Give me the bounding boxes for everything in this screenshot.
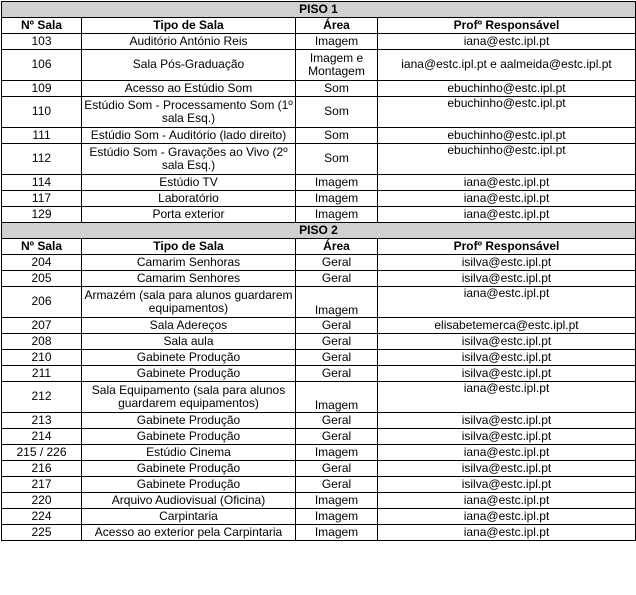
cell-area: Imagem <box>296 525 378 541</box>
cell-sala: 225 <box>2 525 82 541</box>
cell-sala: 106 <box>2 50 82 81</box>
cell-prof: iana@estc.ipl.pt <box>378 287 636 318</box>
cell-sala: 213 <box>2 413 82 429</box>
table-row <box>2 318 636 334</box>
cell-area: Som <box>296 128 378 144</box>
cell-tipo: Sala Adereços <box>82 318 296 334</box>
cell-sala: 111 <box>2 128 82 144</box>
cell-prof: iana@estc.ipl.pt <box>378 493 636 509</box>
cell-tipo: Sala Equipamento (sala para alunos guardarem equipamentos) <box>82 382 296 413</box>
cell-sala: 117 <box>2 191 82 207</box>
cell-tipo: Acesso ao exterior pela Carpintaria <box>82 525 296 541</box>
cell-area: Geral <box>296 255 378 271</box>
column-header-row <box>2 239 636 255</box>
cell-sala: 215 / 226 <box>2 445 82 461</box>
cell-tipo: Gabinete Produção <box>82 350 296 366</box>
cell-prof: isilva@estc.ipl.pt <box>378 350 636 366</box>
table-row <box>2 334 636 350</box>
table-row <box>2 413 636 429</box>
cell-tipo: Laboratório <box>82 191 296 207</box>
table-row <box>2 271 636 287</box>
cell-tipo: Gabinete Produção <box>82 461 296 477</box>
cell-prof: elisabetemerca@estc.ipl.pt <box>378 318 636 334</box>
col-header-sala: Nº Sala <box>2 18 82 34</box>
cell-sala: 211 <box>2 366 82 382</box>
cell-tipo: Camarim Senhores <box>82 271 296 287</box>
cell-area: Imagem <box>296 493 378 509</box>
col-header-area: Área <box>296 18 378 34</box>
cell-area: Imagem <box>296 34 378 50</box>
table-row <box>2 97 636 128</box>
cell-area: Imagem <box>296 382 378 413</box>
cell-prof: isilva@estc.ipl.pt <box>378 334 636 350</box>
col-header-area: Área <box>296 239 378 255</box>
cell-area: Imagem <box>296 191 378 207</box>
cell-sala: 207 <box>2 318 82 334</box>
cell-tipo: Carpintaria <box>82 509 296 525</box>
cell-sala: 112 <box>2 144 82 175</box>
cell-sala: 214 <box>2 429 82 445</box>
cell-tipo: Porta exterior <box>82 207 296 223</box>
cell-tipo: Gabinete Produção <box>82 429 296 445</box>
table-row <box>2 366 636 382</box>
cell-tipo: Sala aula <box>82 334 296 350</box>
cell-tipo: Gabinete Produção <box>82 366 296 382</box>
cell-sala: 210 <box>2 350 82 366</box>
cell-area: Geral <box>296 366 378 382</box>
table-row <box>2 525 636 541</box>
cell-area: Imagem e Montagem <box>296 50 378 81</box>
cell-area: Som <box>296 81 378 97</box>
cell-area: Imagem <box>296 207 378 223</box>
cell-sala: 217 <box>2 477 82 493</box>
cell-prof: iana@estc.ipl.pt <box>378 175 636 191</box>
cell-sala: 220 <box>2 493 82 509</box>
table-row <box>2 493 636 509</box>
table-row <box>2 34 636 50</box>
col-header-tipo: Tipo de Sala <box>82 239 296 255</box>
cell-area: Geral <box>296 334 378 350</box>
floor-header-piso1 <box>2 2 636 18</box>
col-header-sala: Nº Sala <box>2 239 82 255</box>
cell-tipo: Arquivo Audiovisual (Oficina) <box>82 493 296 509</box>
col-header-prof: Profº Responsável <box>378 18 636 34</box>
cell-prof: isilva@estc.ipl.pt <box>378 413 636 429</box>
cell-prof: ebuchinho@estc.ipl.pt <box>378 144 636 175</box>
cell-tipo: Estúdio Som - Auditório (lado direito) <box>82 128 296 144</box>
cell-prof: ebuchinho@estc.ipl.pt <box>378 97 636 128</box>
cell-prof: isilva@estc.ipl.pt <box>378 366 636 382</box>
cell-area: Som <box>296 97 378 128</box>
cell-prof: iana@estc.ipl.pt e aalmeida@estc.ipl.pt <box>378 50 636 81</box>
table-row <box>2 255 636 271</box>
cell-prof: ebuchinho@estc.ipl.pt <box>378 128 636 144</box>
table-row <box>2 175 636 191</box>
cell-sala: 216 <box>2 461 82 477</box>
cell-prof: iana@estc.ipl.pt <box>378 382 636 413</box>
table-row <box>2 445 636 461</box>
cell-area: Imagem <box>296 175 378 191</box>
cell-tipo: Estúdio Cinema <box>82 445 296 461</box>
cell-prof: iana@estc.ipl.pt <box>378 525 636 541</box>
cell-sala: 206 <box>2 287 82 318</box>
cell-area: Imagem <box>296 509 378 525</box>
table-row <box>2 50 636 81</box>
col-header-tipo: Tipo de Sala <box>82 18 296 34</box>
cell-tipo: Estúdio Som - Gravações ao Vivo (2º sala Esq.) <box>82 144 296 175</box>
cell-sala: 224 <box>2 509 82 525</box>
table-row <box>2 81 636 97</box>
table-row <box>2 287 636 318</box>
cell-tipo: Estúdio Som - Processamento Som (1º sala Esq.) <box>82 97 296 128</box>
cell-sala: 208 <box>2 334 82 350</box>
cell-prof: iana@estc.ipl.pt <box>378 445 636 461</box>
cell-sala: 129 <box>2 207 82 223</box>
rooms-table <box>1 1 636 541</box>
column-header-row <box>2 18 636 34</box>
cell-tipo: Camarim Senhoras <box>82 255 296 271</box>
cell-prof: iana@estc.ipl.pt <box>378 509 636 525</box>
table-row <box>2 128 636 144</box>
table-row <box>2 429 636 445</box>
cell-area: Geral <box>296 271 378 287</box>
cell-prof: isilva@estc.ipl.pt <box>378 461 636 477</box>
cell-area: Geral <box>296 477 378 493</box>
table-row <box>2 144 636 175</box>
cell-prof: ebuchinho@estc.ipl.pt <box>378 81 636 97</box>
cell-sala: 114 <box>2 175 82 191</box>
cell-area: Som <box>296 144 378 175</box>
table-row <box>2 509 636 525</box>
cell-tipo: Estúdio TV <box>82 175 296 191</box>
cell-prof: iana@estc.ipl.pt <box>378 191 636 207</box>
cell-tipo: Gabinete Produção <box>82 477 296 493</box>
cell-sala: 204 <box>2 255 82 271</box>
table-row <box>2 191 636 207</box>
cell-tipo: Armazém (sala para alunos guardarem equipamentos) <box>82 287 296 318</box>
cell-sala: 110 <box>2 97 82 128</box>
cell-sala: 109 <box>2 81 82 97</box>
cell-area: Geral <box>296 318 378 334</box>
cell-prof: isilva@estc.ipl.pt <box>378 477 636 493</box>
cell-sala: 103 <box>2 34 82 50</box>
cell-area: Geral <box>296 461 378 477</box>
floor-title: PISO 2 <box>2 223 636 239</box>
cell-prof: iana@estc.ipl.pt <box>378 207 636 223</box>
cell-prof: isilva@estc.ipl.pt <box>378 271 636 287</box>
cell-tipo: Sala Pós-Graduação <box>82 50 296 81</box>
cell-tipo: Gabinete Produção <box>82 413 296 429</box>
cell-area: Geral <box>296 350 378 366</box>
floor-title: PISO 1 <box>2 2 636 18</box>
cell-tipo: Acesso ao Estúdio Som <box>82 81 296 97</box>
cell-area: Geral <box>296 413 378 429</box>
table-row <box>2 207 636 223</box>
cell-prof: isilva@estc.ipl.pt <box>378 255 636 271</box>
table-row <box>2 477 636 493</box>
cell-prof: isilva@estc.ipl.pt <box>378 429 636 445</box>
table-row <box>2 382 636 413</box>
table-row <box>2 350 636 366</box>
cell-tipo: Auditório António Reis <box>82 34 296 50</box>
cell-area: Imagem <box>296 287 378 318</box>
table-row <box>2 461 636 477</box>
cell-area: Geral <box>296 429 378 445</box>
floor-header-piso2 <box>2 223 636 239</box>
cell-prof: iana@estc.ipl.pt <box>378 34 636 50</box>
cell-sala: 212 <box>2 382 82 413</box>
cell-sala: 205 <box>2 271 82 287</box>
col-header-prof: Profº Responsável <box>378 239 636 255</box>
cell-area: Imagem <box>296 445 378 461</box>
